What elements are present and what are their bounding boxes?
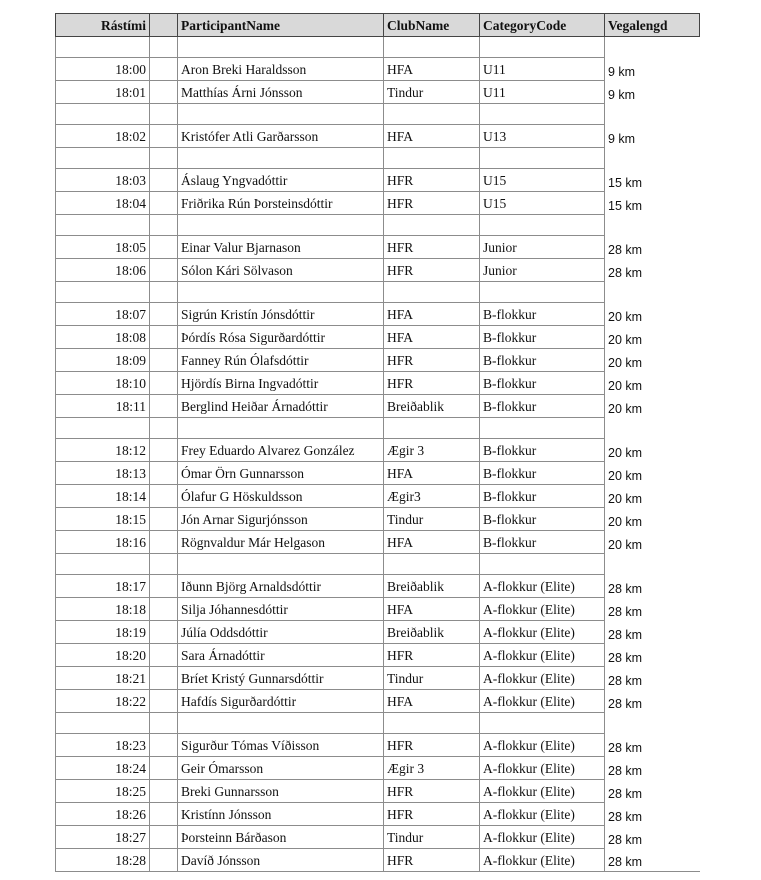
- table-row: [56, 169, 700, 192]
- start-list-table: [55, 13, 700, 872]
- participant-name-cell: Ólafur G Höskuldsson: [178, 485, 384, 508]
- club-name-cell: Ægir 3: [384, 757, 480, 780]
- category-code-cell: A-flokkur (Elite): [480, 598, 605, 621]
- start-time-cell: 18:05: [56, 236, 150, 259]
- empty-cell: [178, 282, 384, 303]
- start-time-cell: 18:17: [56, 575, 150, 598]
- club-name-cell: Tindur: [384, 81, 480, 104]
- distance-cell: 20 km: [605, 303, 700, 326]
- header-distance: Vegalengd: [605, 14, 700, 37]
- category-code-cell: A-flokkur (Elite): [480, 826, 605, 849]
- category-code-cell: B-flokkur: [480, 326, 605, 349]
- distance-cell: 15 km: [605, 192, 700, 215]
- empty-cell: [56, 554, 150, 575]
- club-name-cell: HFR: [384, 349, 480, 372]
- club-name-cell: Tindur: [384, 667, 480, 690]
- participant-name-cell: Matthías Árni Jónsson: [178, 81, 384, 104]
- distance-cell: 28 km: [605, 621, 700, 644]
- table-row: [56, 849, 700, 872]
- club-name-cell: HFR: [384, 644, 480, 667]
- table-row: [56, 439, 700, 462]
- distance-cell: 28 km: [605, 803, 700, 826]
- header-category-code: CategoryCode: [480, 14, 605, 37]
- spacer-cell: [150, 667, 178, 690]
- table-row: [56, 644, 700, 667]
- empty-cell: [178, 37, 384, 58]
- empty-cell: [480, 418, 605, 439]
- club-name-cell: HFA: [384, 326, 480, 349]
- club-name-cell: HFR: [384, 192, 480, 215]
- empty-cell: [480, 148, 605, 169]
- club-name-cell: HFR: [384, 259, 480, 282]
- table-row: [56, 192, 700, 215]
- spacer-cell: [150, 372, 178, 395]
- category-code-cell: B-flokkur: [480, 303, 605, 326]
- start-time-cell: 18:08: [56, 326, 150, 349]
- empty-cell: [605, 104, 700, 125]
- distance-cell: 28 km: [605, 259, 700, 282]
- category-code-cell: Junior: [480, 236, 605, 259]
- separator-row: [56, 418, 700, 439]
- empty-cell: [56, 104, 150, 125]
- spacer-cell: [150, 395, 178, 418]
- category-code-cell: B-flokkur: [480, 439, 605, 462]
- separator-row: [56, 148, 700, 169]
- empty-cell: [178, 713, 384, 734]
- distance-cell: 20 km: [605, 531, 700, 554]
- category-code-cell: A-flokkur (Elite): [480, 575, 605, 598]
- table-row: [56, 575, 700, 598]
- club-name-cell: HFR: [384, 372, 480, 395]
- empty-cell: [150, 713, 178, 734]
- club-name-cell: HFR: [384, 236, 480, 259]
- empty-cell: [384, 282, 480, 303]
- category-code-cell: A-flokkur (Elite): [480, 621, 605, 644]
- table-row: [56, 372, 700, 395]
- participant-name-cell: Sigrún Kristín Jónsdóttir: [178, 303, 384, 326]
- header-row: [56, 14, 700, 37]
- spacer-cell: [150, 575, 178, 598]
- table-row: [56, 621, 700, 644]
- table-row: [56, 462, 700, 485]
- distance-cell: 28 km: [605, 598, 700, 621]
- header-spacer: [150, 14, 178, 37]
- category-code-cell: A-flokkur (Elite): [480, 757, 605, 780]
- club-name-cell: Tindur: [384, 826, 480, 849]
- spacer-cell: [150, 734, 178, 757]
- start-time-cell: 18:21: [56, 667, 150, 690]
- empty-cell: [605, 37, 700, 58]
- empty-cell: [56, 37, 150, 58]
- table-row: [56, 349, 700, 372]
- participant-name-cell: Friðrika Rún Þorsteinsdóttir: [178, 192, 384, 215]
- table-row: [56, 236, 700, 259]
- start-time-cell: 18:06: [56, 259, 150, 282]
- start-time-cell: 18:27: [56, 826, 150, 849]
- distance-cell: 20 km: [605, 326, 700, 349]
- participant-name-cell: Ómar Örn Gunnarsson: [178, 462, 384, 485]
- start-time-cell: 18:18: [56, 598, 150, 621]
- participant-name-cell: Silja Jóhannesdóttir: [178, 598, 384, 621]
- spacer-cell: [150, 849, 178, 872]
- empty-cell: [384, 554, 480, 575]
- club-name-cell: HFA: [384, 303, 480, 326]
- start-time-cell: 18:23: [56, 734, 150, 757]
- start-time-cell: 18:12: [56, 439, 150, 462]
- header-participant-name: ParticipantName: [178, 14, 384, 37]
- separator-row: [56, 713, 700, 734]
- spacer-cell: [150, 439, 178, 462]
- distance-cell: 28 km: [605, 780, 700, 803]
- spacer-cell: [150, 81, 178, 104]
- start-time-cell: 18:10: [56, 372, 150, 395]
- club-name-cell: Ægir 3: [384, 439, 480, 462]
- distance-cell: 9 km: [605, 81, 700, 104]
- club-name-cell: HFR: [384, 734, 480, 757]
- spacer-cell: [150, 125, 178, 148]
- start-time-cell: 18:28: [56, 849, 150, 872]
- distance-cell: 28 km: [605, 236, 700, 259]
- start-time-cell: 18:14: [56, 485, 150, 508]
- start-time-cell: 18:11: [56, 395, 150, 418]
- empty-cell: [605, 282, 700, 303]
- participant-name-cell: Kristófer Atli Garðarsson: [178, 125, 384, 148]
- table-row: [56, 303, 700, 326]
- table-row: [56, 780, 700, 803]
- start-time-cell: 18:19: [56, 621, 150, 644]
- club-name-cell: HFA: [384, 690, 480, 713]
- spacer-cell: [150, 644, 178, 667]
- start-time-cell: 18:15: [56, 508, 150, 531]
- table-row: [56, 667, 700, 690]
- distance-cell: 9 km: [605, 58, 700, 81]
- empty-cell: [56, 282, 150, 303]
- start-time-cell: 18:09: [56, 349, 150, 372]
- distance-cell: 28 km: [605, 575, 700, 598]
- start-time-cell: 18:26: [56, 803, 150, 826]
- spacer-cell: [150, 236, 178, 259]
- distance-cell: 20 km: [605, 395, 700, 418]
- club-name-cell: Breiðablik: [384, 575, 480, 598]
- empty-cell: [150, 282, 178, 303]
- table-body: [56, 37, 700, 872]
- participant-name-cell: Hjördís Birna Ingvadóttir: [178, 372, 384, 395]
- empty-cell: [56, 713, 150, 734]
- table-row: [56, 508, 700, 531]
- category-code-cell: B-flokkur: [480, 372, 605, 395]
- club-name-cell: HFA: [384, 531, 480, 554]
- empty-cell: [150, 418, 178, 439]
- empty-cell: [480, 215, 605, 236]
- table-row: [56, 826, 700, 849]
- participant-name-cell: Þórdís Rósa Sigurðardóttir: [178, 326, 384, 349]
- category-code-cell: B-flokkur: [480, 485, 605, 508]
- table-row: [56, 531, 700, 554]
- participant-name-cell: Júlía Oddsdóttir: [178, 621, 384, 644]
- category-code-cell: A-flokkur (Elite): [480, 780, 605, 803]
- club-name-cell: HFA: [384, 598, 480, 621]
- spacer-cell: [150, 169, 178, 192]
- empty-cell: [150, 37, 178, 58]
- distance-cell: 20 km: [605, 372, 700, 395]
- participant-name-cell: Þorsteinn Bárðason: [178, 826, 384, 849]
- separator-row: [56, 554, 700, 575]
- separator-row: [56, 215, 700, 236]
- table-row: [56, 690, 700, 713]
- category-code-cell: A-flokkur (Elite): [480, 734, 605, 757]
- participant-name-cell: Einar Valur Bjarnason: [178, 236, 384, 259]
- empty-cell: [384, 215, 480, 236]
- category-code-cell: A-flokkur (Elite): [480, 690, 605, 713]
- empty-cell: [605, 215, 700, 236]
- participant-name-cell: Fanney Rún Ólafsdóttir: [178, 349, 384, 372]
- category-code-cell: B-flokkur: [480, 349, 605, 372]
- category-code-cell: A-flokkur (Elite): [480, 667, 605, 690]
- spacer-cell: [150, 826, 178, 849]
- club-name-cell: Ægir3: [384, 485, 480, 508]
- participant-name-cell: Rögnvaldur Már Helgason: [178, 531, 384, 554]
- table-row: [56, 598, 700, 621]
- distance-cell: 20 km: [605, 508, 700, 531]
- empty-cell: [56, 418, 150, 439]
- spacer-cell: [150, 757, 178, 780]
- empty-cell: [56, 148, 150, 169]
- participant-name-cell: Bríet Kristý Gunnarsdóttir: [178, 667, 384, 690]
- distance-cell: 9 km: [605, 125, 700, 148]
- spacer-cell: [150, 621, 178, 644]
- club-name-cell: HFA: [384, 462, 480, 485]
- empty-cell: [178, 104, 384, 125]
- category-code-cell: A-flokkur (Elite): [480, 803, 605, 826]
- empty-cell: [605, 418, 700, 439]
- participant-name-cell: Breki Gunnarsson: [178, 780, 384, 803]
- spacer-cell: [150, 462, 178, 485]
- table-row: [56, 125, 700, 148]
- spacer-cell: [150, 192, 178, 215]
- empty-cell: [384, 37, 480, 58]
- separator-row: [56, 282, 700, 303]
- club-name-cell: HFR: [384, 169, 480, 192]
- spacer-cell: [150, 690, 178, 713]
- empty-cell: [605, 713, 700, 734]
- start-time-cell: 18:22: [56, 690, 150, 713]
- participant-name-cell: Sara Árnadóttir: [178, 644, 384, 667]
- category-code-cell: Junior: [480, 259, 605, 282]
- empty-cell: [150, 148, 178, 169]
- spacer-cell: [150, 259, 178, 282]
- participant-name-cell: Hafdís Sigurðardóttir: [178, 690, 384, 713]
- participant-name-cell: Geir Ómarsson: [178, 757, 384, 780]
- category-code-cell: A-flokkur (Elite): [480, 849, 605, 872]
- club-name-cell: HFA: [384, 58, 480, 81]
- empty-cell: [56, 215, 150, 236]
- empty-cell: [150, 554, 178, 575]
- distance-cell: 28 km: [605, 644, 700, 667]
- empty-cell: [480, 104, 605, 125]
- empty-cell: [150, 104, 178, 125]
- distance-cell: 28 km: [605, 667, 700, 690]
- table-header: [56, 14, 700, 37]
- empty-cell: [150, 215, 178, 236]
- spacer-cell: [150, 349, 178, 372]
- club-name-cell: Breiðablik: [384, 621, 480, 644]
- table-row: [56, 326, 700, 349]
- table-row: [56, 485, 700, 508]
- empty-cell: [178, 418, 384, 439]
- empty-cell: [384, 418, 480, 439]
- table-row: [56, 81, 700, 104]
- start-time-cell: 18:02: [56, 125, 150, 148]
- category-code-cell: B-flokkur: [480, 462, 605, 485]
- participant-name-cell: Davíð Jónsson: [178, 849, 384, 872]
- spacer-cell: [150, 58, 178, 81]
- empty-cell: [384, 104, 480, 125]
- distance-cell: 28 km: [605, 734, 700, 757]
- table-row: [56, 395, 700, 418]
- spacer-cell: [150, 303, 178, 326]
- distance-cell: 20 km: [605, 349, 700, 372]
- start-time-cell: 18:16: [56, 531, 150, 554]
- spacer-cell: [150, 326, 178, 349]
- empty-cell: [178, 148, 384, 169]
- spacer-cell: [150, 485, 178, 508]
- empty-cell: [480, 37, 605, 58]
- start-time-cell: 18:01: [56, 81, 150, 104]
- table-row: [56, 734, 700, 757]
- distance-cell: 15 km: [605, 169, 700, 192]
- start-time-cell: 18:07: [56, 303, 150, 326]
- category-code-cell: U11: [480, 81, 605, 104]
- category-code-cell: U11: [480, 58, 605, 81]
- category-code-cell: U15: [480, 192, 605, 215]
- empty-cell: [178, 215, 384, 236]
- category-code-cell: U13: [480, 125, 605, 148]
- distance-cell: 28 km: [605, 757, 700, 780]
- header-start-time: Rástími: [56, 14, 150, 37]
- start-time-cell: 18:00: [56, 58, 150, 81]
- distance-cell: 28 km: [605, 690, 700, 713]
- start-time-cell: 18:13: [56, 462, 150, 485]
- start-time-cell: 18:04: [56, 192, 150, 215]
- separator-row: [56, 104, 700, 125]
- empty-cell: [480, 554, 605, 575]
- distance-cell: 20 km: [605, 439, 700, 462]
- participant-name-cell: Sigurður Tómas Víðisson: [178, 734, 384, 757]
- club-name-cell: Tindur: [384, 508, 480, 531]
- start-time-cell: 18:25: [56, 780, 150, 803]
- category-code-cell: U15: [480, 169, 605, 192]
- club-name-cell: Breiðablik: [384, 395, 480, 418]
- table-row: [56, 259, 700, 282]
- category-code-cell: B-flokkur: [480, 508, 605, 531]
- participant-name-cell: Áslaug Yngvadóttir: [178, 169, 384, 192]
- club-name-cell: HFR: [384, 780, 480, 803]
- category-code-cell: B-flokkur: [480, 531, 605, 554]
- participant-name-cell: Sólon Kári Sölvason: [178, 259, 384, 282]
- empty-cell: [384, 148, 480, 169]
- empty-cell: [605, 554, 700, 575]
- spacer-cell: [150, 803, 178, 826]
- club-name-cell: HFR: [384, 849, 480, 872]
- distance-cell: 28 km: [605, 826, 700, 849]
- distance-cell: 20 km: [605, 485, 700, 508]
- header-club-name: ClubName: [384, 14, 480, 37]
- participant-name-cell: Berglind Heiðar Árnadóttir: [178, 395, 384, 418]
- club-name-cell: HFA: [384, 125, 480, 148]
- empty-cell: [480, 282, 605, 303]
- table-row: [56, 757, 700, 780]
- participant-name-cell: Kristínn Jónsson: [178, 803, 384, 826]
- empty-cell: [384, 713, 480, 734]
- participant-name-cell: Iðunn Björg Arnaldsdóttir: [178, 575, 384, 598]
- start-time-cell: 18:03: [56, 169, 150, 192]
- spacer-cell: [150, 508, 178, 531]
- table-row: [56, 58, 700, 81]
- spacer-cell: [150, 598, 178, 621]
- spacer-cell: [150, 780, 178, 803]
- empty-cell: [605, 148, 700, 169]
- distance-cell: 28 km: [605, 849, 700, 872]
- start-time-cell: 18:20: [56, 644, 150, 667]
- category-code-cell: A-flokkur (Elite): [480, 644, 605, 667]
- distance-cell: 20 km: [605, 462, 700, 485]
- category-code-cell: B-flokkur: [480, 395, 605, 418]
- empty-cell: [480, 713, 605, 734]
- table-row: [56, 803, 700, 826]
- spacer-cell: [150, 531, 178, 554]
- club-name-cell: HFR: [384, 803, 480, 826]
- separator-row: [56, 37, 700, 58]
- participant-name-cell: Jón Arnar Sigurjónsson: [178, 508, 384, 531]
- participant-name-cell: Frey Eduardo Alvarez González: [178, 439, 384, 462]
- participant-name-cell: Aron Breki Haraldsson: [178, 58, 384, 81]
- empty-cell: [178, 554, 384, 575]
- start-time-cell: 18:24: [56, 757, 150, 780]
